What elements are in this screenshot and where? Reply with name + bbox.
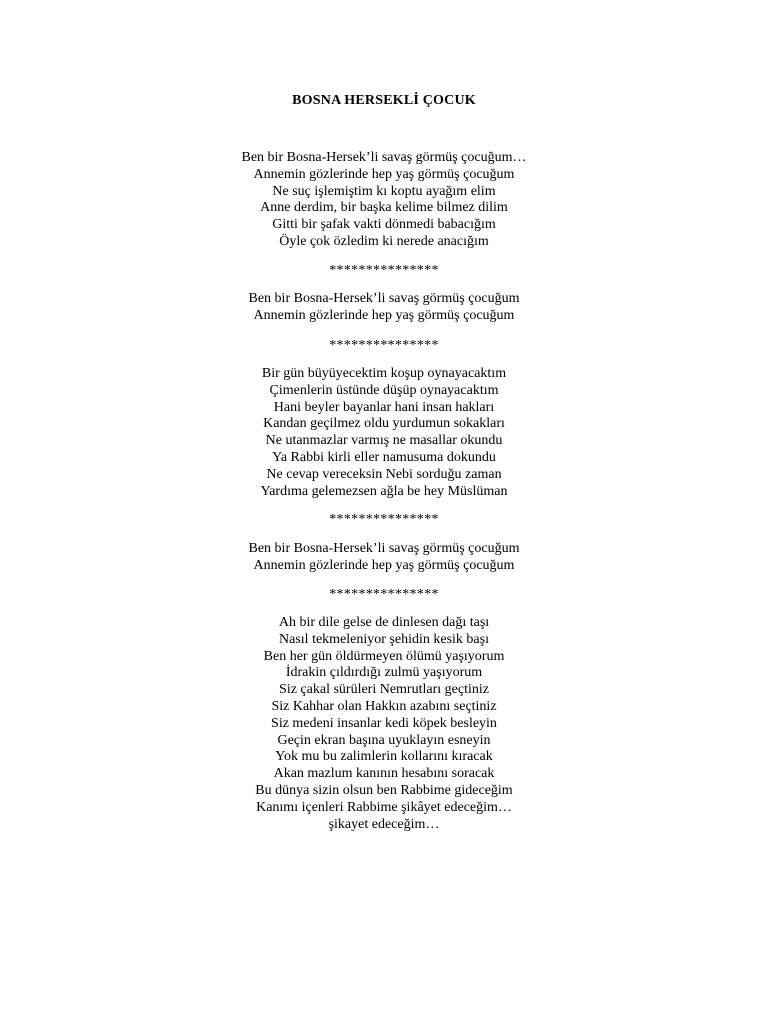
stanza-separator: *************** xyxy=(329,263,439,278)
poem-line: Siz çakal sürüleri Nemrutları geçtiniz xyxy=(279,682,489,698)
poem-line: Ben bir Bosna-Hersek’li savaş görmüş çocuğum… xyxy=(241,150,527,165)
poem-line: Bir gün büyüyecektim koşup oynayacaktım xyxy=(261,366,507,381)
poem-line: Yardıma gelemezsen ağla be hey Müslüman xyxy=(260,483,508,499)
poem-line: Yok mu bu zalimlerin kollarını kıracak xyxy=(275,749,493,765)
stanza-separator: *************** xyxy=(329,338,439,353)
stanza-1 xyxy=(0,150,768,251)
poem-line: Annemin gözlerinde hep yaş görmüş çocuğum xyxy=(253,307,515,323)
poem-line: Nasıl tekmeleniyor şehidin kesik başı xyxy=(279,631,489,647)
poem-line: Ya Rabbi kirli eller namusuma dokundu xyxy=(272,449,496,465)
poem-line: Ne utanmazlar varmış ne masallar okundu xyxy=(265,433,503,449)
poem-line: Geçin ekran başına uyuklayın esneyin xyxy=(277,732,491,748)
poem-line: Gitti bir şafak vakti dönmedi babacığım xyxy=(272,217,496,233)
stanza-3 xyxy=(0,366,768,500)
poem-line: Hani beyler bayanlar hani insan hakları xyxy=(273,399,495,415)
poem-line: Ne cevap vereceksin Nebi sorduğu zaman xyxy=(266,466,502,482)
poem-line: Öyle çok özledim ki nerede anacığım xyxy=(279,233,489,249)
poem-line: Siz medeni insanlar kedi köpek besleyin xyxy=(271,715,497,731)
poem-line: Anne derdim, bir başka kelime bilmez dilim xyxy=(260,200,508,216)
stanza-2-refrain xyxy=(0,291,768,325)
stanza-5 xyxy=(0,615,768,833)
stanza-separator: *************** xyxy=(329,587,439,602)
poem-line: şikayet edeceğim… xyxy=(328,816,440,832)
poem-line: Akan mazlum kanının hesabını soracak xyxy=(273,766,495,782)
poem-line: Bu dünya sizin olsun ben Rabbime gideceğim xyxy=(255,782,513,798)
poem-title: BOSNA HERSEKLİ ÇOCUK xyxy=(292,93,476,108)
poem-line: Ne suç işlemiştim kı koptu ayağım elim xyxy=(272,183,496,199)
poem-line: Kanımı içenleri Rabbime şikâyet edeceğim… xyxy=(256,799,512,815)
poem-line: Çimenlerin üstünde düşüp oynayacaktım xyxy=(269,382,499,398)
poem-line: İdrakin çıldırdığı zulmü yaşıyorum xyxy=(285,665,483,681)
poem-line: Annemin gözlerinde hep yaş görmüş çocuğum xyxy=(253,557,515,573)
poem-line: Kandan geçilmez oldu yurdumun sokakları xyxy=(263,416,505,432)
poem-line: Siz Kahhar olan Hakkın azabını seçtiniz xyxy=(271,698,497,714)
stanza-4-refrain xyxy=(0,541,768,575)
stanza-separator: *************** xyxy=(329,512,439,527)
poem-line: Ben bir Bosna-Hersek’li savaş görmüş çocuğum xyxy=(248,541,520,556)
poem-line: Ben her gün öldürmeyen ölümü yaşıyorum xyxy=(263,648,505,664)
poem-line: Annemin gözlerinde hep yaş görmüş çocuğum xyxy=(253,166,515,182)
poem-line: Ben bir Bosna-Hersek’li savaş görmüş çocuğum xyxy=(248,291,520,306)
poem-line: Ah bir dile gelse de dinlesen dağı taşı xyxy=(278,615,490,630)
